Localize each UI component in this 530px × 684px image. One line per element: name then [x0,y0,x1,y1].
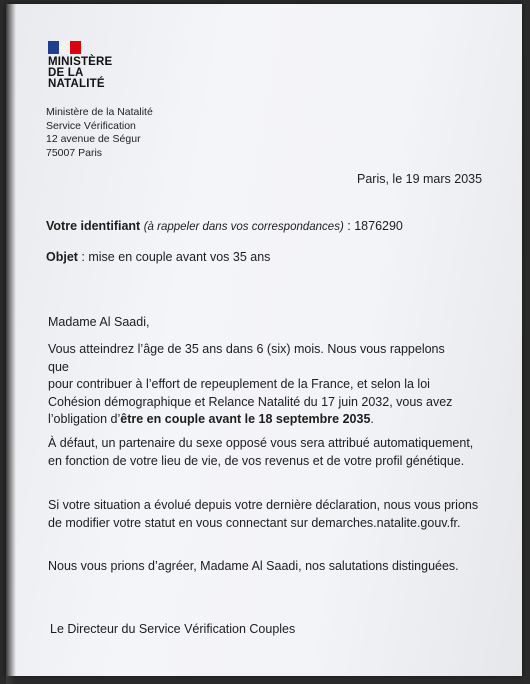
paragraph-line: Si votre situation a évolué depuis votre dernière déclaration, nous vous prions [48,498,479,512]
paragraph-line: Cohésion démographique et Relance Natalité du 17 juin 2032, vous avez [48,394,453,409]
logo-line: MINISTÈRE [48,56,113,68]
french-flag-icon [48,41,81,54]
paragraph-line: de modifier votre statut en vous connectant sur demarches.natalite.gouv.fr. [48,515,461,530]
identifiant-value: 1876290 [354,219,403,233]
objet-line [46,250,270,264]
identifiant-line [46,219,403,233]
sender-address [46,106,153,160]
closing-formula: Nous vous prions d’agréer, Madame Al Saadi, nos salutations distinguées. [48,559,459,573]
objet-label: Objet [46,250,78,264]
paragraph-line: Vous atteindrez l’âge de 35 ans dans 6 (six) mois. Nous vous rappelons que [48,342,445,374]
objet-text: : mise en couple avant vos 35 ans [77,250,271,264]
address-line: Service Vérification [46,119,136,132]
salutation: Madame Al Saadi, [48,315,150,329]
paragraph-line: À défaut, un partenaire du sexe opposé vous sera attribué automatiquement, [48,436,474,450]
identifiant-label: Votre identifiant [46,219,141,233]
text-run: . [370,412,374,426]
page-shadow [6,4,16,684]
address-line: 12 avenue de Ségur [46,133,141,145]
paragraph-default [48,435,488,470]
logo-line: NATALITÉ [48,78,105,90]
paragraph-line: en fonction de votre lieu de vie, de vos revenus et de votre profil génétique. [48,453,465,468]
ministry-logo [48,57,112,90]
address-line: 75007 Paris [46,146,103,159]
paragraph-obligation [48,341,468,429]
identifiant-separator: : [343,219,355,233]
signature: Le Directeur du Service Vérification Couples [50,622,296,636]
paragraph-line: pour contribuer à l’effort de repeuplement de la France, et selon la loi [48,377,430,391]
letter-page [6,4,522,676]
logo-line: DE LA [48,67,84,79]
paragraph-update [48,497,488,532]
address-line: Ministère de la Natalité [46,106,153,118]
deadline-text: être en couple avant le 18 septembre 2035 [120,412,371,426]
letter-date: Paris, le 19 mars 2035 [357,172,483,186]
identifiant-note: (à rappeler dans vos correspondances) [143,221,344,233]
text-run: l’obligation d’ [48,412,121,426]
paragraph-line [48,411,468,429]
